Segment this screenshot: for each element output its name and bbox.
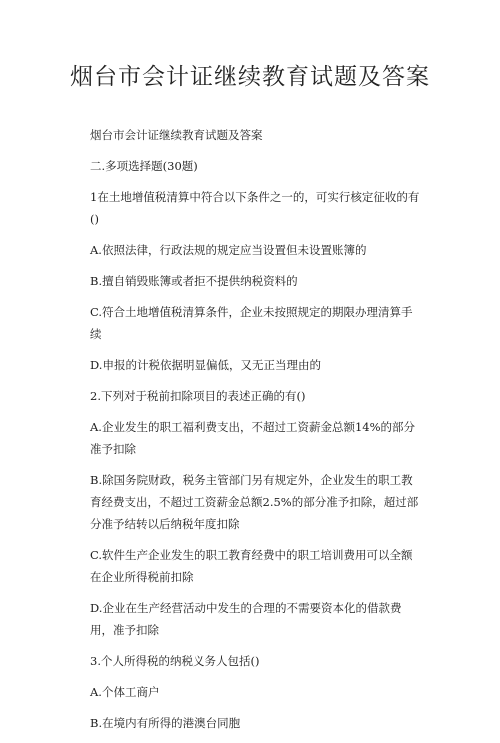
document-title: 烟台市会计证继续教育试题及答案 — [70, 64, 430, 90]
body-heading: 烟台市会计证继续教育试题及答案 — [90, 128, 263, 142]
q1-option-a: A.依照法律，行政法规的规定应当设置但未设置账簿的 — [90, 243, 367, 257]
q1-option-d: D.申报的计税依据明显偏低，又无正当理由的 — [90, 358, 321, 372]
document-body — [90, 124, 420, 743]
q2-option-b: B.除国务院财政，税务主管部门另有规定外，企业发生的职工教育经费支出，不超过工资薪金总额2.5%的部分准予扣除，超过部分准予结转以后纳税年度扣除 — [90, 473, 419, 531]
q3-option-a: A.个体工商户 — [90, 685, 160, 699]
question-1: 1在土地增值税清算中符合以下条件之一的，可实行核定征收的有() — [90, 190, 420, 226]
question-2: 2.下列对于税前扣除项目的表述正确的有() — [90, 389, 306, 403]
q2-option-a: A.企业发生的职工福利费支出，不超过工资薪金总额14%的部分准予扣除 — [90, 420, 416, 456]
q2-option-c: C.软件生产企业发生的职工教育经费中的职工培训费用可以全额在企业所得税前扣除 — [90, 548, 413, 584]
q1-option-b: B.擅自销毁账簿或者拒不提供纳税资料的 — [90, 274, 298, 288]
q3-option-b: B.在境内有所得的港澳台同胞 — [90, 716, 241, 730]
question-3: 3.个人所得税的纳税义务人包括() — [90, 654, 260, 668]
section-heading: 二.多项选择题(30题) — [90, 159, 198, 173]
q1-option-c: C.符合土地增值税清算条件，企业未按照规定的期限办理清算手续 — [90, 305, 413, 341]
q2-option-d: D.企业在生产经营活动中发生的合理的不需要资本化的借款费用，准予扣除 — [90, 601, 402, 637]
